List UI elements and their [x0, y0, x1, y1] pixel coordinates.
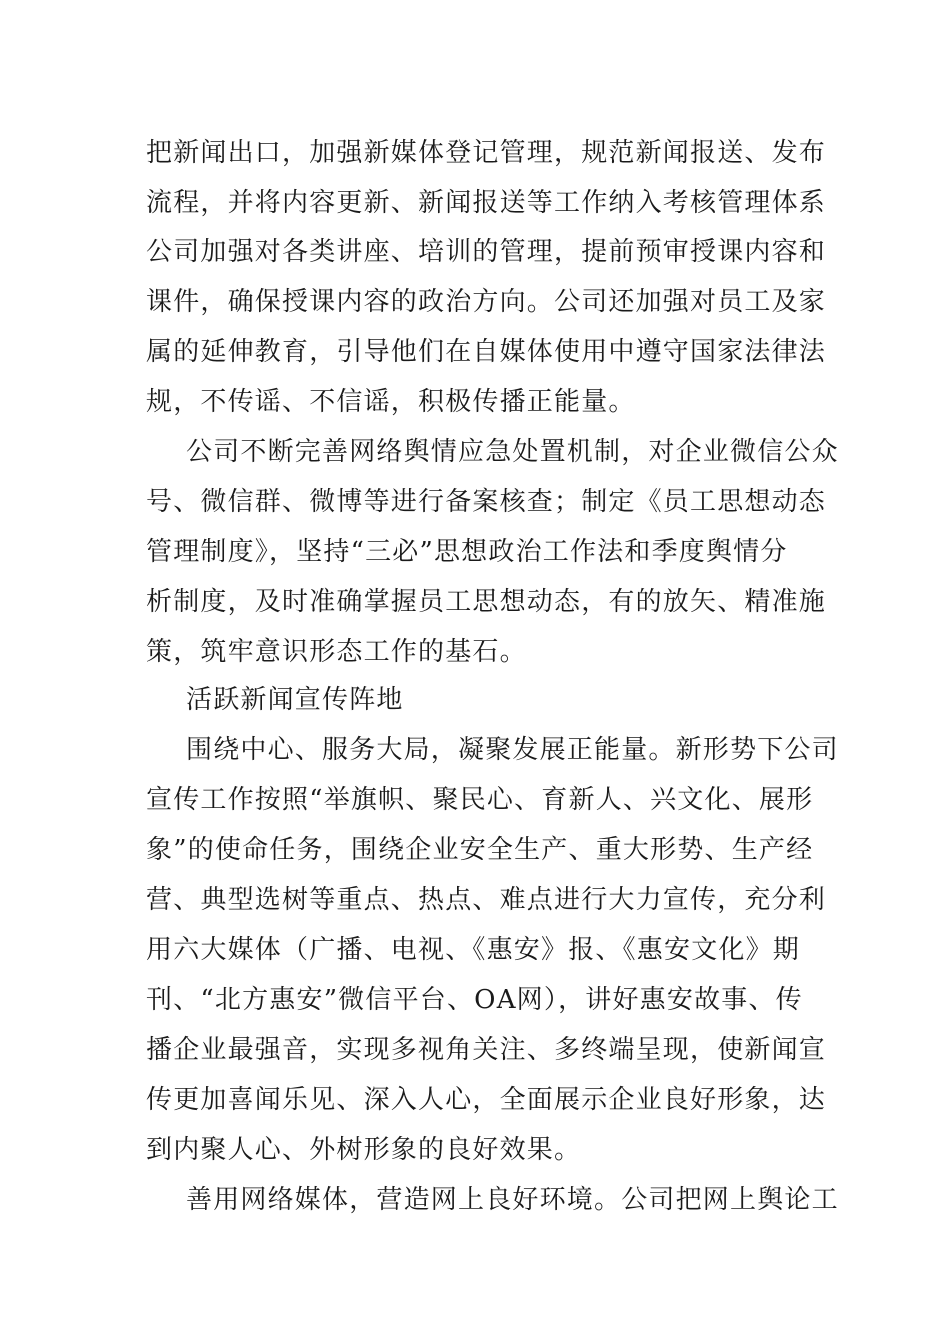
paragraph-4-line-7: 播企业最强音，实现多视角关注、多终端呈现，使新闻宣 [146, 1035, 827, 1065]
paragraph-4-line-8: 传更加喜闻乐见、深入人心，全面展示企业良好形象，达 [146, 1085, 827, 1115]
paragraph-3-line-5: 策，筑牢意识形态工作的基石。 [146, 637, 527, 667]
paragraph-5-line-1: 善用网络媒体，营造网上良好环境。公司把网上舆论工 [186, 1185, 839, 1215]
paragraph-3-line-4: 析制度，及时准确掌握员工思想动态，有的放矢、精准施 [146, 587, 827, 617]
paragraph-1-line-1: 把新闻出口，加强新媒体登记管理，规范新闻报送、发布 [146, 138, 827, 168]
paragraph-4-line-4: 营、典型选树等重点、热点、难点进行大力宣传，充分利 [146, 885, 827, 915]
paragraph-3-line-1: 公司不断完善网络舆情应急处置机制，对企业微信公众 [186, 437, 839, 467]
paragraph-3-line-3: 管理制度》，坚持“三必”思想政治工作法和季度舆情分 [146, 537, 788, 567]
paragraph-2-line-4: 规，不传谣、不信谣，积极传播正能量。 [146, 387, 636, 417]
paragraph-4-line-5: 用六大媒体（广播、电视、《惠安》报、《惠安文化》期 [146, 935, 801, 965]
paragraph-2-line-3: 属的延伸教育，引导他们在自媒体使用中遵守国家法律法 [146, 337, 827, 367]
paragraph-1-line-2: 流程，并将内容更新、新闻报送等工作纳入考核管理体系 [146, 188, 827, 218]
paragraph-4-line-2: 宣传工作按照“举旗帜、聚民心、育新人、兴文化、展形 [146, 785, 814, 815]
paragraph-3-line-2: 号、微信群、微博等进行备案核查；制定《员工思想动态 [146, 487, 827, 517]
paragraph-4-line-9: 到内聚人心、外树形象的良好效果。 [146, 1135, 582, 1165]
paragraph-4-line-1: 围绕中心、服务大局，凝聚发展正能量。新形势下公司 [186, 735, 839, 765]
paragraph-2-line-2: 课件，确保授课内容的政治方向。公司还加强对员工及家 [146, 287, 827, 317]
paragraph-2-line-1: 公司加强对各类讲座、培训的管理，提前预审授课内容和 [146, 237, 827, 267]
paragraph-4-line-3: 象”的使命任务，围绕企业安全生产、重大形势、生产经 [146, 835, 814, 865]
section-heading: 活跃新闻宣传阵地 [186, 685, 404, 715]
paragraph-4-line-6: 刊、“北方惠安”微信平台、OA网），讲好惠安故事、传 [146, 985, 803, 1015]
